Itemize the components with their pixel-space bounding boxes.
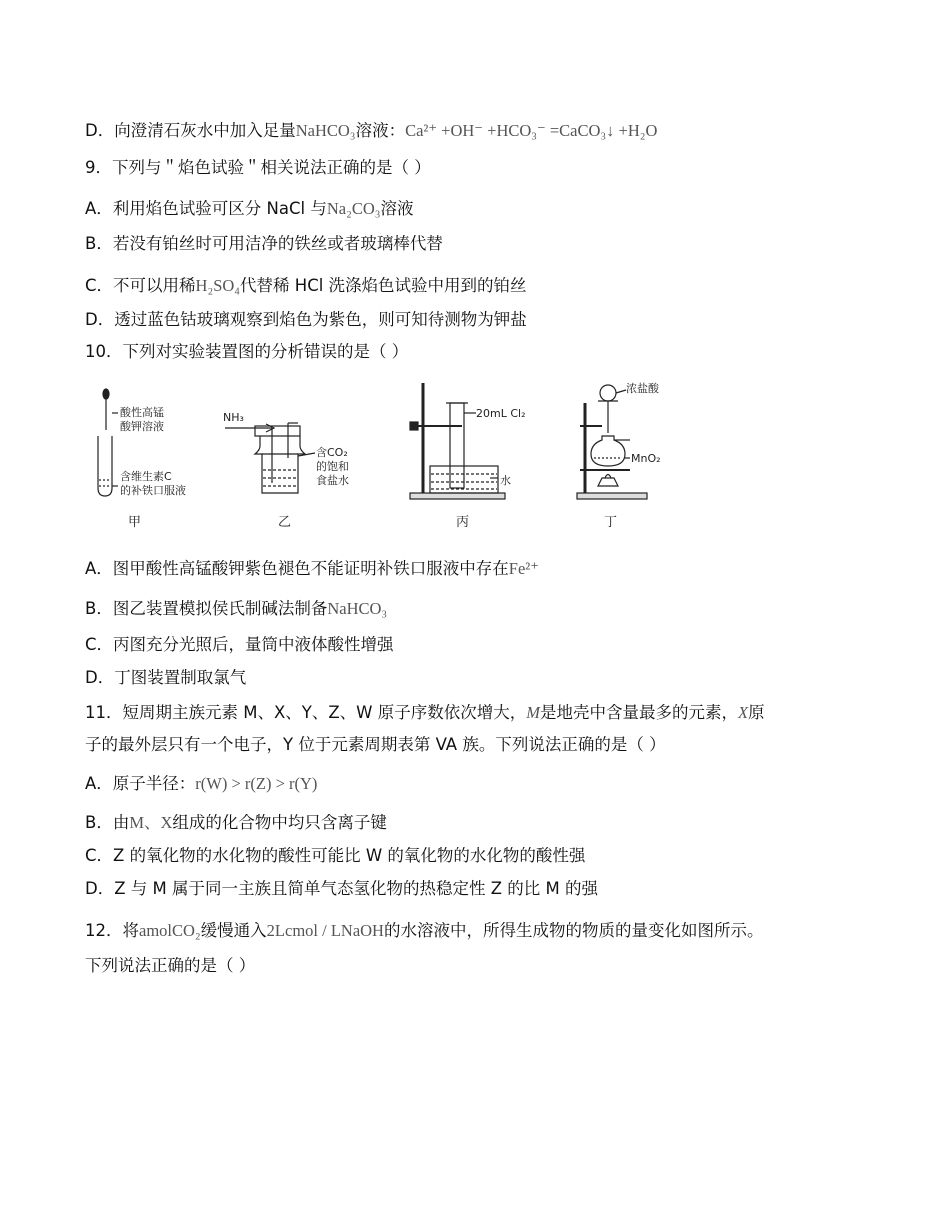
q9-stem: 9．下列与＂焰色试验＂相关说法正确的是（ ） <box>85 158 431 177</box>
q8-d-text: D．向澄清石灰水中加入足量 <box>85 121 296 140</box>
q12-stem-c: 的水溶液中，所得生成物的物质的量变化如图所示。 <box>383 921 764 940</box>
q11-b-chem: M、X <box>129 813 173 832</box>
caption-ding: 丁 <box>604 515 618 530</box>
q11-stem-x: X <box>737 703 749 722</box>
q10-b-text: B．图乙装置模拟侯氏制碱法制备 <box>85 599 328 618</box>
apparatus-bing <box>410 383 505 499</box>
q11-stem-m: M <box>526 703 540 722</box>
q9-c-text2: 代替稀 HCl 洗涤焰色试验中用到的铂丝 <box>240 276 527 295</box>
q10-stem: 10．下列对实验装置图的分析错误的是（ ） <box>85 342 409 361</box>
bing-label-2: 水 <box>500 474 511 487</box>
experiment-apparatus-figure <box>90 378 690 538</box>
q8-d-text2: 溶液： <box>355 121 406 140</box>
yi-label-2: 的饱和 <box>316 460 349 473</box>
q10-option-a <box>85 558 539 580</box>
q10-a-chem: Fe²⁺ <box>508 559 539 578</box>
jia-label-1: 酸性高锰 <box>120 406 164 419</box>
q10-option-c: C．丙图充分光照后，量筒中液体酸性增强 <box>85 635 394 654</box>
q11-option-b <box>85 812 387 834</box>
yi-label-1: 含CO₂ <box>316 446 348 459</box>
q11-b-text: B．由 <box>85 813 130 832</box>
q11-stem-c: 原 <box>748 703 765 722</box>
q11-stem-b: 是地壳中含量最多的元素， <box>539 703 738 722</box>
caption-yi: 乙 <box>278 515 292 530</box>
q11-option-d: D．Z 与 M 属于同一主族且简单气态氢化物的热稳定性 Z 的比 M 的强 <box>85 879 598 898</box>
q11-stem-a: 11．短周期主族元素 M、X、Y、Z、W 原子序数依次增大， <box>85 703 527 722</box>
q10-option-b <box>85 598 387 620</box>
q11-option-c: C．Z 的氧化物的水化物的酸性可能比 W 的氧化物的水化物的酸性强 <box>85 846 586 865</box>
q11-b-text2: 组成的化合物中均只含离子键 <box>172 813 387 832</box>
q12-chem1: amolCO₂ <box>139 921 201 940</box>
q11-stem-line1 <box>85 702 765 724</box>
q9-option-d: D．透过蓝色钴玻璃观察到焰色为紫色，则可知待测物为钾盐 <box>85 310 527 329</box>
q8-d-equation: Ca²⁺ +OH⁻ +HCO₃⁻ =CaCO₃↓ +H₂O <box>405 121 658 140</box>
q9-a-text2: 溶液 <box>380 199 414 218</box>
jia-label-4: 的补铁口服液 <box>120 484 186 497</box>
q12-chem2: 2Lcmol / LNaOH <box>266 921 384 940</box>
q9-c-chem: H₂SO₄ <box>195 276 241 295</box>
apparatus-ding <box>577 385 647 499</box>
apparatus-jia <box>98 389 118 496</box>
q11-option-a <box>85 773 317 795</box>
q12-stem-line1 <box>85 920 763 942</box>
q11-a-chem: r(W) > r(Z) > r(Y) <box>195 774 318 793</box>
bing-label-1: 20mL Cl₂ <box>476 407 526 420</box>
q12-stem-a: 12．将 <box>85 921 139 940</box>
q9-c-text: C．不可以用稀 <box>85 276 196 295</box>
ding-label-1: 浓盐酸 <box>626 382 659 395</box>
q8-option-d <box>85 120 657 142</box>
yi-label-3: 食盐水 <box>316 474 349 487</box>
q9-a-text: A．利用焰色试验可区分 NaCl 与 <box>85 199 327 218</box>
q9-option-b: B．若没有铂丝时可用洁净的铁丝或者玻璃棒代替 <box>85 234 443 253</box>
q10-a-text: A．图甲酸性高锰酸钾紫色褪色不能证明补铁口服液中存在 <box>85 559 509 578</box>
caption-jia: 甲 <box>128 515 142 530</box>
jia-label-2: 酸钾溶液 <box>120 420 164 433</box>
q9-option-c <box>85 275 527 297</box>
q12-stem-b: 缓慢通入 <box>200 921 267 940</box>
q9-option-a <box>85 198 414 220</box>
apparatus-yi <box>225 423 315 493</box>
q11-a-text: A．原子半径： <box>85 774 196 793</box>
q9-a-chem: Na₂CO₃ <box>326 199 381 218</box>
yi-nh3-label: NH₃ <box>223 411 244 424</box>
q12-stem-line2: 下列说法正确的是（ ） <box>85 956 256 975</box>
q10-option-d: D．丁图装置制取氯气 <box>85 668 247 687</box>
caption-bing: 丙 <box>456 515 470 530</box>
q11-stem-line2: 子的最外层只有一个电子，Y 位于元素周期表第 VA 族。下列说法正确的是（ ） <box>85 735 666 754</box>
q10-b-chem: NaHCO₃ <box>327 599 388 618</box>
ding-label-2: MnO₂ <box>631 452 661 465</box>
q8-d-chem: NaHCO₃ <box>295 121 356 140</box>
jia-label-3: 含维生素C <box>120 470 172 483</box>
